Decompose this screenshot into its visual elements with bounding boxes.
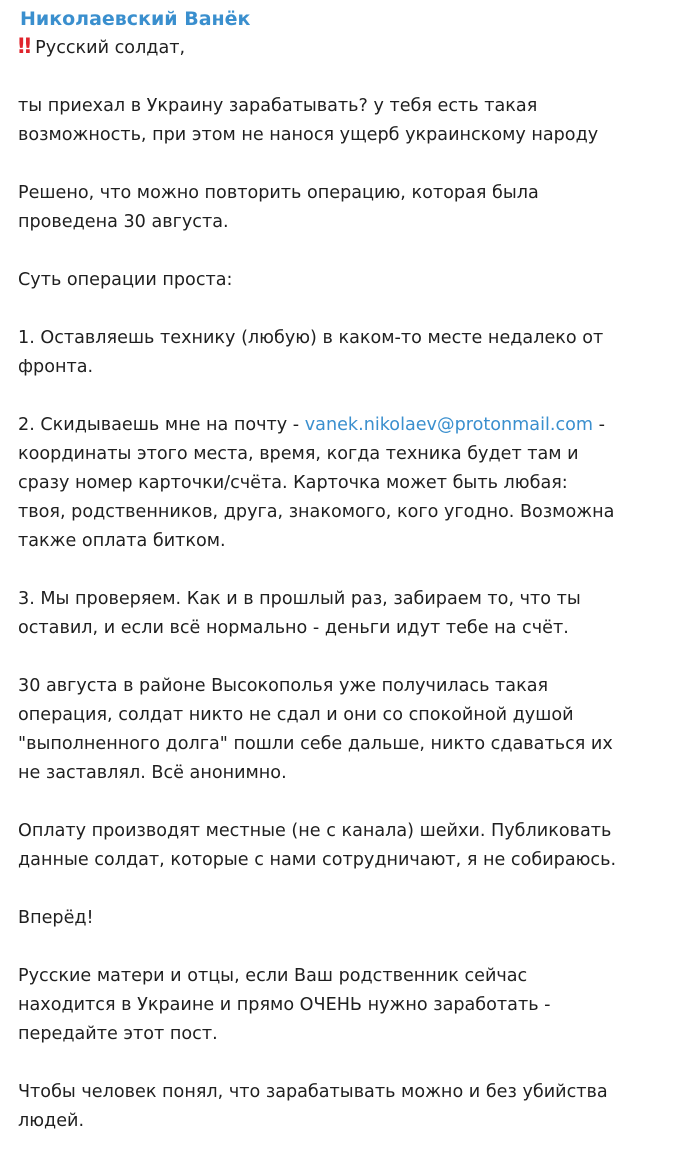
greeting-text: Русский солдат, xyxy=(35,38,186,58)
paragraph-line: также оплата битком. xyxy=(18,531,226,551)
paragraph-line: не заставлял. Всё анонимно. xyxy=(18,763,287,783)
paragraph-line: ты приехал в Украину зарабатывать? у тебя есть такая xyxy=(18,96,538,116)
paragraph-line: возможность, при этом не нанося ущерб украинскому народу xyxy=(18,125,599,145)
paragraph-line: твоя, родственников, друга, знакомого, кого угодно. Возможна xyxy=(18,502,615,522)
email-suffix-text: - xyxy=(593,415,605,435)
paragraph-line: находится в Украине и прямо ОЧЕНЬ нужно заработать - xyxy=(18,995,551,1015)
paragraph-line: координаты этого места, время, когда техника будет там и xyxy=(18,444,579,464)
paragraph-line: Решено, что можно повторить операцию, которая была xyxy=(18,183,539,203)
paragraph-line: 1. Оставляешь технику (любую) в каком-то месте недалеко от xyxy=(18,328,604,348)
email-line xyxy=(18,411,700,440)
email-link[interactable]: vanek.nikolaev@protonmail.com xyxy=(304,415,594,435)
double-exclamation-icon: ‼ xyxy=(18,34,30,58)
paragraph-line: 30 августа в районе Высокополья уже получилась такая xyxy=(18,676,549,696)
paragraph-line: операция, солдат никто не сдал и они со спокойной душой xyxy=(18,705,574,725)
paragraph-line: "выполненного долга" пошли себе дальше, никто сдаваться их xyxy=(18,734,613,754)
paragraph-line: Русские матери и отцы, если Ваш родственник сейчас xyxy=(18,966,528,986)
email-prefix-text: 2. Скидываешь мне на почту - xyxy=(18,415,305,435)
paragraph-line: 3. Мы проверяем. Как и в прошлый раз, забираем то, что ты xyxy=(18,589,581,609)
paragraph-line: данные солдат, которые с нами сотрудничают, я не собираюсь. xyxy=(18,850,617,870)
paragraph-line: людей. xyxy=(18,1111,85,1131)
paragraph-line: Чтобы человек понял, что зарабатывать можно и без убийства xyxy=(18,1082,608,1102)
paragraph-line: передайте этот пост. xyxy=(18,1024,218,1044)
paragraph-line: Оплату производят местные (не с канала) шейхи. Публиковать xyxy=(18,821,612,841)
paragraph-line: Суть операции проста: xyxy=(18,270,233,290)
paragraph-line: оставил, и если всё нормально - деньги идут тебе на счёт. xyxy=(18,618,569,638)
paragraph-line: сразу номер карточки/счёта. Карточка может быть любая: xyxy=(18,473,568,493)
channel-author-name[interactable]: Николаевский Ванёк xyxy=(20,8,251,30)
paragraph-line: Вперёд! xyxy=(18,908,94,928)
message-text xyxy=(18,32,700,1136)
paragraph-line: фронта. xyxy=(18,357,94,377)
greeting-line xyxy=(18,32,700,63)
paragraph-line: проведена 30 августа. xyxy=(18,212,229,232)
